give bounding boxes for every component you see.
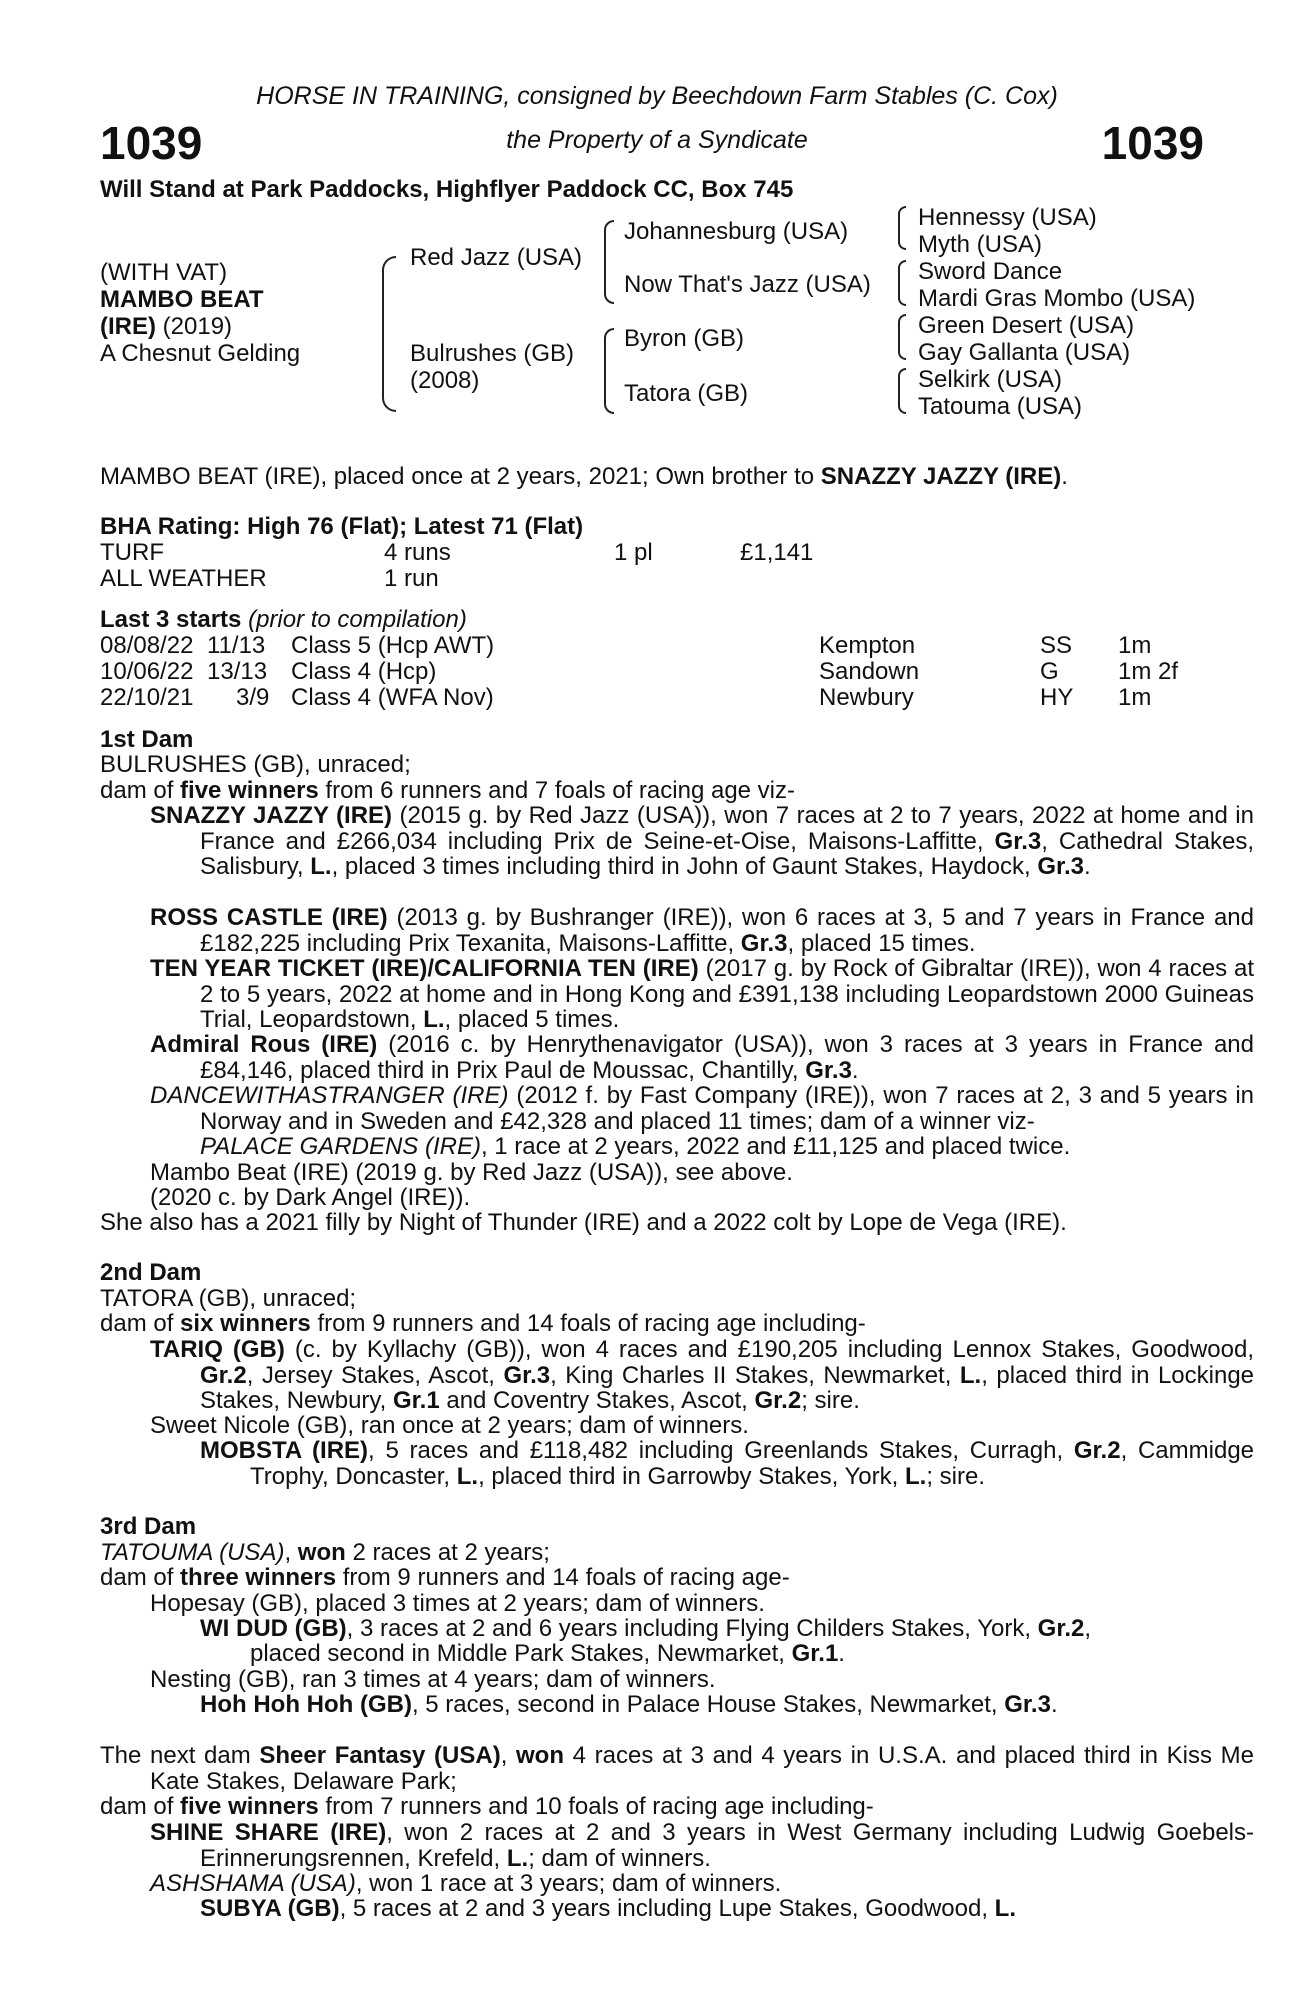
dam1-entry-ten: TEN YEAR TICKET (IRE)/CALIFORNIA TEN (IRE) (2017 g. by Rock of Gibraltar (IRE)), won 4 races at 2 to 5 years, 2022 at home and in Hong Kong and £391,138 including Leopardstown 2000 Guineas Trial, Leopardstown, L., placed 5 times.	[150, 955, 1254, 1033]
starts-title: Last 3 starts (prior to compilation)	[100, 606, 467, 633]
start-position: 11/13	[207, 632, 266, 659]
start-distance: 1m 2f	[1118, 658, 1179, 685]
start-going: SS	[1040, 632, 1073, 659]
dam2-line: TATORA (GB), unraced;	[100, 1285, 357, 1312]
dam1-entry-2020: (2020 c. by Dark Angel (IRE)).	[150, 1184, 471, 1211]
pedigree-brace	[898, 314, 906, 360]
dam: Bulrushes (GB)	[410, 340, 575, 367]
next-dam-line: The next dam Sheer Fantasy (USA), won 4 races at 3 and 4 years in U.S.A. and placed third in Kiss Me Kate Stakes, Delaware Park;	[100, 1742, 1254, 1795]
lot-number-left: 1039	[100, 117, 203, 169]
dam-year: (2008)	[410, 367, 480, 394]
dam3-entry-hopesay: Hopesay (GB), placed 3 times at 2 years; dam of winners.	[150, 1590, 765, 1617]
start-course: Sandown	[819, 658, 920, 685]
dam2-title: 2nd Dam	[100, 1259, 202, 1286]
start-position: 13/13	[207, 658, 268, 685]
start-going: G	[1040, 658, 1059, 685]
dam-dam-sire: Selkirk (USA)	[918, 366, 1063, 393]
dam3-title: 3rd Dam	[100, 1513, 197, 1540]
dam3-produce-line: dam of three winners from 9 runners and 14 foals of racing age-	[100, 1564, 790, 1591]
horse-name-year: (IRE) (2019)	[100, 313, 233, 340]
rating-surface: ALL WEATHER	[100, 565, 267, 592]
consign-line: HORSE IN TRAINING, consigned by Beechdown Farm Stables (C. Cox)	[256, 82, 1058, 110]
dam2-entry-tariq: TARIQ (GB) (c. by Kyllachy (GB)), won 4 races and £190,205 including Lennox Stakes, Goodwood, Gr.2, Jersey Stakes, Ascot, Gr.3, King Charles II Stakes, Newmarket, L., placed third in Lockinge Stakes, Newbury, Gr.1 and Coventry Stakes, Ascot, Gr.2; sire.	[150, 1336, 1255, 1414]
pedigree-brace	[898, 206, 906, 250]
stand-line: Will Stand at Park Paddocks, Highflyer Paddock CC, Box 745	[100, 176, 794, 203]
dam2-entry-sweet: Sweet Nicole (GB), ran once at 2 years; dam of winners.	[150, 1412, 749, 1439]
dam3-line: TATOUMA (USA), won 2 races at 2 years;	[100, 1539, 550, 1566]
sire-sire-sire: Hennessy (USA)	[918, 204, 1097, 231]
property-line: the Property of a Syndicate	[506, 126, 808, 154]
sire: Red Jazz (USA)	[410, 244, 583, 271]
dam3-entry-nesting: Nesting (GB), ran 3 times at 4 years; dam of winners.	[150, 1666, 716, 1693]
pedigree-brace	[898, 260, 906, 306]
rating-placed: 1 pl	[614, 539, 653, 566]
dam1-entry-dance: DANCEWITHASTRANGER (IRE) (2012 f. by Fast Company (IRE)), won 7 races at 2, 3 and 5 years in Norway and in Sweden and £42,328 and placed 11 times; dam of a winner viz-	[150, 1082, 1254, 1135]
start-class: Class 4 (WFA Nov)	[291, 684, 494, 711]
start-position: 3/9	[236, 684, 270, 711]
dam-dam-dam: Tatouma (USA)	[918, 393, 1083, 420]
horse-name: MAMBO BEAT	[100, 286, 264, 313]
start-course: Newbury	[819, 684, 914, 711]
start-date: 08/08/22	[100, 632, 194, 659]
summary-line: MAMBO BEAT (IRE), placed once at 2 years, 2021; Own brother to SNAZZY JAZZY (IRE).	[100, 463, 1068, 490]
pedigree-brace	[604, 220, 614, 304]
next-dam-produce-line: dam of five winners from 7 runners and 10 foals of racing age including-	[100, 1793, 874, 1820]
sire-dam-sire: Sword Dance	[918, 258, 1063, 285]
start-class: Class 4 (Hcp)	[291, 658, 437, 685]
rating-runs: 1 run	[384, 565, 439, 592]
dam-sire-dam: Gay Gallanta (USA)	[918, 339, 1131, 366]
start-distance: 1m	[1118, 632, 1152, 659]
dam1-entry-mambo: Mambo Beat (IRE) (2019 g. by Red Jazz (USA)), see above.	[150, 1159, 793, 1186]
start-going: HY	[1040, 684, 1074, 711]
start-date: 10/06/22	[100, 658, 194, 685]
rating-prize: £1,141	[740, 539, 814, 566]
dam3-entry-hoh: Hoh Hoh Hoh (GB), 5 races, second in Palace House Stakes, Newmarket, Gr.3.	[200, 1691, 1058, 1718]
start-date: 22/10/21	[100, 684, 194, 711]
dam3-entry-widud-2: placed second in Middle Park Stakes, Newmarket, Gr.1.	[250, 1640, 845, 1667]
start-course: Kempton	[819, 632, 916, 659]
lot-number-right: 1039	[1101, 117, 1204, 169]
horse-description: A Chesnut Gelding	[100, 340, 301, 367]
rating-surface: TURF	[100, 539, 164, 566]
start-class: Class 5 (Hcp AWT)	[291, 632, 495, 659]
pedigree-brace	[604, 328, 614, 414]
next-dam-entry-shine: SHINE SHARE (IRE), won 2 races at 2 and 3 years in West Germany including Ludwig Goebels-Erinnerungsrennen, Krefeld, L.; dam of winners.	[150, 1819, 1254, 1872]
dam1-entry-admiral: Admiral Rous (IRE) (2016 c. by Henrythenavigator (USA)), won 3 races at 3 years in France and £84,146, placed third in Prix Paul de Moussac, Chantilly, Gr.3.	[150, 1031, 1255, 1084]
pedigree-brace	[382, 256, 396, 412]
dam1-line: BULRUSHES (GB), unraced;	[100, 751, 411, 778]
dam1-entry-palace: PALACE GARDENS (IRE), 1 race at 2 years, 2022 and £11,125 and placed twice.	[200, 1133, 1071, 1160]
dam1-produce-line: dam of five winners from 6 runners and 7 foals of racing age viz-	[100, 777, 796, 804]
start-distance: 1m	[1118, 684, 1152, 711]
next-dam-entry-subya: SUBYA (GB), 5 races at 2 and 3 years including Lupe Stakes, Goodwood, L.	[200, 1895, 1016, 1922]
sire-dam: Now That's Jazz (USA)	[624, 271, 871, 298]
sire-dam-dam: Mardi Gras Mombo (USA)	[918, 285, 1196, 312]
dam2-entry-mobsta: MOBSTA (IRE), 5 races and £118,482 including Greenlands Stakes, Curragh, Gr.2, Cammidge Trophy, Doncaster, L., placed third in Garrowby Stakes, York, L.; sire.	[200, 1437, 1255, 1490]
dam-dam: Tatora (GB)	[624, 380, 749, 407]
dam-sire: Byron (GB)	[624, 325, 745, 352]
sire-sire: Johannesburg (USA)	[624, 218, 849, 245]
dam3-entry-widud: WI DUD (GB), 3 races at 2 and 6 years including Flying Childers Stakes, York, Gr.2,	[200, 1615, 1092, 1642]
dam1-also: She also has a 2021 filly by Night of Thunder (IRE) and a 2022 colt by Lope de Vega (IRE).	[100, 1209, 1067, 1236]
dam-sire-sire: Green Desert (USA)	[918, 312, 1135, 339]
pedigree-brace	[898, 368, 906, 414]
next-dam-entry-ashshama: ASHSHAMA (USA), won 1 race at 3 years; dam of winners.	[150, 1870, 782, 1897]
dam2-produce-line: dam of six winners from 9 runners and 14 foals of racing age including-	[100, 1310, 866, 1337]
rating-runs: 4 runs	[384, 539, 451, 566]
rating-title: BHA Rating: High 76 (Flat); Latest 71 (Flat)	[100, 513, 584, 540]
dam1-title: 1st Dam	[100, 726, 194, 753]
dam1-entry-snazzy: SNAZZY JAZZY (IRE) (2015 g. by Red Jazz (USA)), won 7 races at 2 to 7 years, 2022 at home and in France and £266,034 including Prix de Seine-et-Oise, Maisons-Laffitte, Gr.3, Cathedral Stakes, Salisbury, L., placed 3 times including third in John of Gaunt Stakes, Haydock, Gr.3.	[150, 802, 1254, 880]
sire-sire-dam: Myth (USA)	[918, 231, 1043, 258]
dam1-entry-ross: ROSS CASTLE (IRE) (2013 g. by Bushranger (IRE)), won 6 races at 3, 5 and 7 years in France and £182,225 including Prix Texanita, Maisons-Laffitte, Gr.3, placed 15 times.	[150, 904, 1254, 957]
vat-label: (WITH VAT)	[100, 259, 228, 286]
